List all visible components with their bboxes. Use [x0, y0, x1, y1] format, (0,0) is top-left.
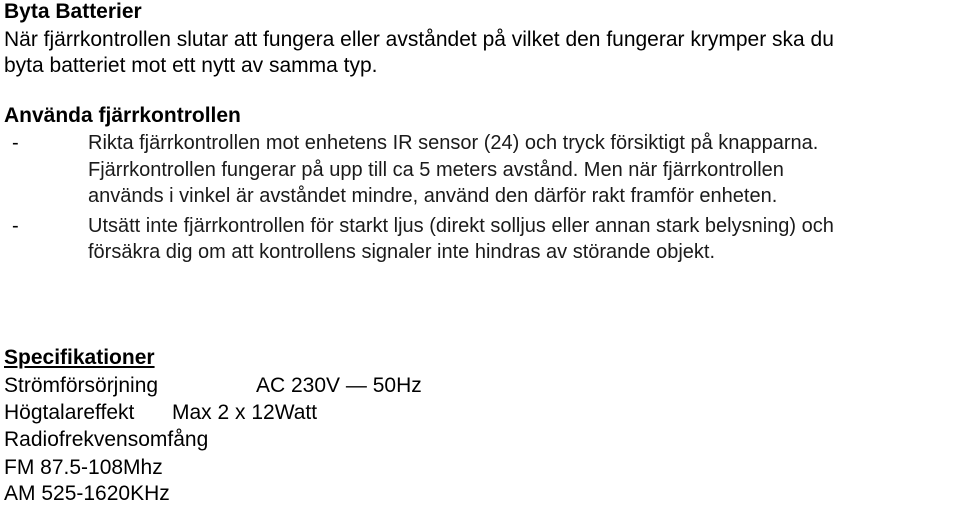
usage-item-2-line-1: Utsätt inte fjärrkontrollen för starkt ljus (direkt solljus eller annan stark belysning) och — [88, 215, 834, 237]
usage-item-1-line-3: används i vinkel är avståndet mindre, använd den därför rakt framför enheten. — [88, 185, 778, 207]
battery-text-line-1: När fjärrkontrollen slutar att fungera eller avståndet på vilket den fungerar krymper ska du — [4, 28, 834, 51]
usage-item-2-line-2: försäkra dig om att kontrollens signaler inte hindras av störande objekt. — [88, 241, 716, 263]
battery-heading: Byta Batterier — [4, 0, 142, 23]
power-value: AC 230V — 50Hz — [256, 374, 422, 397]
battery-text-line-2: byta batteriet mot ett nytt av samma typ. — [4, 54, 378, 77]
power-label: Strömförsörjning — [4, 374, 159, 397]
radio-range-label: Radiofrekvensomfång — [4, 428, 209, 451]
am-range: AM 525-1620KHz — [4, 482, 170, 505]
bullet-dash-2: - — [12, 215, 19, 237]
fm-range: FM 87.5-108Mhz — [4, 456, 163, 479]
usage-item-1-line-1: Rikta fjärrkontrollen mot enhetens IR sensor (24) och tryck försiktigt på knapparna. — [88, 132, 819, 154]
speaker-label: Högtalareffekt — [4, 401, 135, 424]
usage-item-1-line-2: Fjärrkontrollen fungerar på upp till ca 5 meters avstånd. Men när fjärrkontrollen — [88, 159, 784, 181]
bullet-dash-1: - — [12, 132, 19, 154]
speaker-value: Max 2 x 12Watt — [172, 401, 318, 424]
specs-heading: Specifikationer — [4, 346, 155, 369]
usage-heading: Använda fjärrkontrollen — [4, 104, 241, 127]
